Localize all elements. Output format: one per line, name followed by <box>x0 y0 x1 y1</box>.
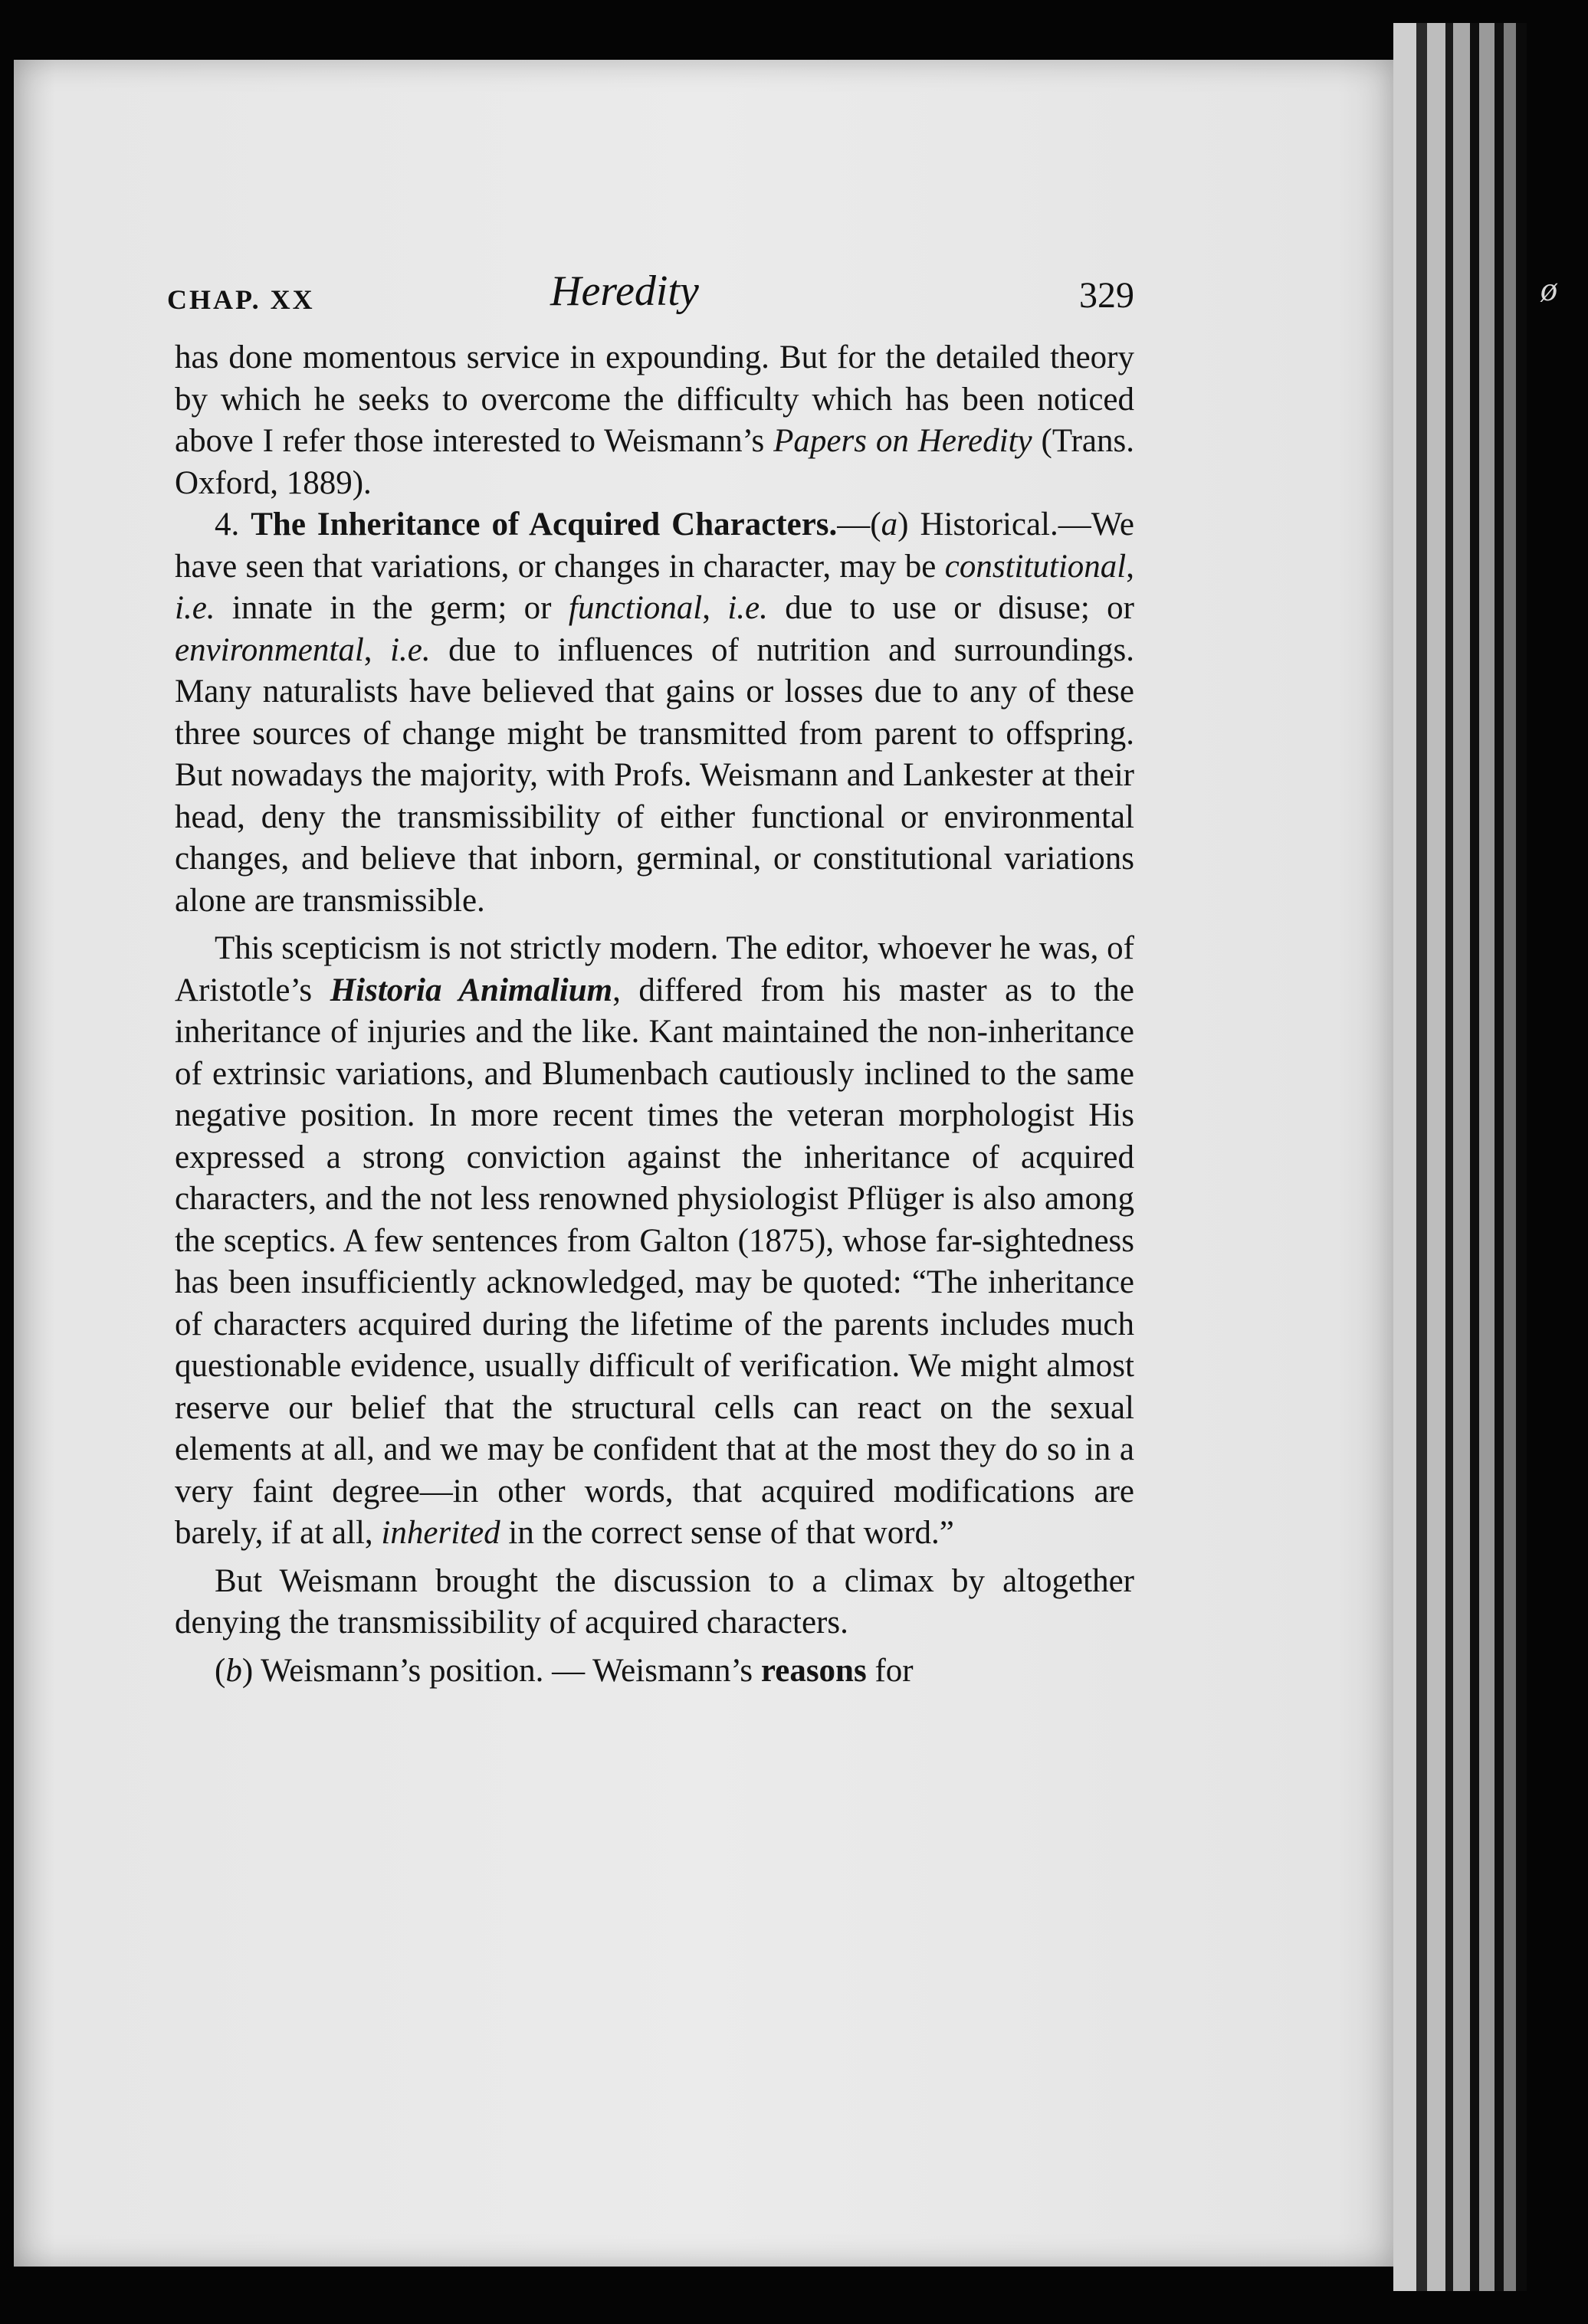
page-edge-stripe <box>1494 23 1504 2291</box>
text-run: , <box>702 590 728 626</box>
text-run: due to use or disuse; or <box>767 590 1134 626</box>
italic-run: i.e. <box>175 590 215 626</box>
italic-run: constitutional <box>944 548 1127 585</box>
book-title-italic: Papers on Heredity <box>773 423 1032 459</box>
page-edge-stripe <box>1445 23 1453 2291</box>
bold-run: reasons <box>760 1652 867 1689</box>
text-run: innate in the germ; or <box>215 590 569 626</box>
running-header <box>167 267 1134 328</box>
section-heading: The Inheritance of Acquired Characters. <box>251 506 838 542</box>
text-run: in the correct sense of that word.” <box>500 1515 954 1551</box>
paragraph-5 <box>175 1650 1134 1693</box>
page-edge-stripe <box>1504 23 1516 2291</box>
body-text <box>175 337 1134 1692</box>
page-edge-stripe <box>1453 23 1470 2291</box>
italic-run: a <box>881 506 898 542</box>
italic-run: i.e. <box>727 590 768 626</box>
margin-mark: ø <box>1540 270 1557 308</box>
text-run: ) Weismann’s position. — Weismann’s <box>241 1652 761 1689</box>
section-number: 4. <box>215 506 240 542</box>
italic-run: inherited <box>381 1515 500 1551</box>
text-run: , <box>363 631 391 668</box>
page-number: 329 <box>1079 275 1134 316</box>
italic-run: environmental <box>175 631 364 668</box>
page-edge-stripe <box>1393 23 1416 2291</box>
italic-run: functional <box>568 590 703 626</box>
text-run: due to influences of nutrition and surroundings. Many naturalists have believed that gains or losses due to any of these three sources of change might be transmitted from parent to offspring. But nowadays the majority, with Profs. Weismann and Lankester at their head, deny the transmissibility of either functional or environmental changes, and believe that inborn, germinal, or constitutional variations alone are transmissible. <box>175 631 1134 919</box>
page-edge-stripe <box>1516 23 1527 2291</box>
paragraph-4 <box>175 1561 1134 1644</box>
text-run: for <box>866 1652 914 1689</box>
italic-run: b <box>225 1652 242 1689</box>
paragraph-gap <box>175 922 1134 928</box>
text-run: But Weismann brought the discussion to a climax by altogether denying the transmissibility of acquired characters. <box>175 1562 1134 1641</box>
running-title: Heredity <box>550 267 699 315</box>
text-run: (Trans. Oxford, 1889). <box>175 423 1134 501</box>
text-run: This scepticism is not strictly modern. The editor, whoever he was, of Aristotle’s <box>175 930 1134 1008</box>
paragraph-gap <box>175 1644 1134 1650</box>
page-edge-stripe <box>1427 23 1445 2291</box>
paragraph-3 <box>175 928 1134 1555</box>
italic-run: i.e. <box>390 631 431 668</box>
page-edge-stripe <box>1416 23 1427 2291</box>
paragraph-gap <box>175 1555 1134 1561</box>
chapter-label: CHAP. XX <box>167 284 315 315</box>
paragraph-2 <box>175 504 1134 922</box>
text-run: , <box>1126 548 1134 585</box>
text-run: has done momentous service in expounding. But for the detailed theory by which he seeks to overcome the difficulty which has been noticed above I refer those interested to Weismann’s <box>175 339 1134 459</box>
book-title-italic: Historia Animalium <box>330 972 613 1008</box>
text-run: ) Historical.—We have seen that variations, or changes in character, may be <box>175 506 1134 585</box>
text-run: —( <box>837 506 881 542</box>
page-edge-stripe <box>1479 23 1494 2291</box>
text-run: ( <box>215 1652 226 1689</box>
paragraph-1 <box>175 337 1134 504</box>
page-edge-stripe <box>1470 23 1479 2291</box>
text-run: , differed from his master as to the inheritance of injuries and the like. Kant maintained the non-inheritance of extrinsic variations, and Blumenbach cautiously inclined to the same negative position. In more recent times the veteran morphologist His expressed a strong conviction against the inheritance of acquired characters, and the not less renowned physiologist Pflüger is also among the sceptics. A few sentences from Galton (1875), whose far-sightedness has been insufficiently acknowledged, may be quoted: “The inheritance of characters acquired during the lifetime of the parents includes much questionable evidence, usually difficult of verification. We might almost reserve our belief that the structural cells can react on the sexual elements at all, and we may be confident that at the most they do so in a very faint degree—in other words, that acquired modifications are barely, if at all, <box>175 972 1135 1551</box>
